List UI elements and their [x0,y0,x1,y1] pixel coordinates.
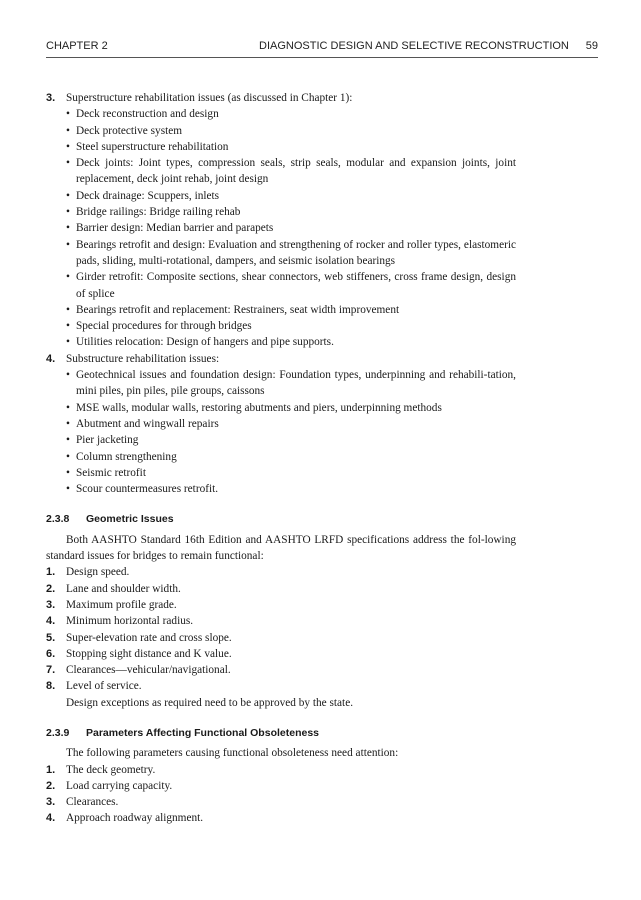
bullet-icon: • [66,140,70,153]
item-text: The deck geometry. [66,763,156,776]
body-content [46,90,516,827]
bullet-item [66,465,516,481]
item-text: Maximum profile grade. [66,598,177,611]
bullet-item [66,302,516,318]
bullet-text: MSE walls, modular walls, restoring abutments and piers, underpinning methods [76,401,442,414]
bullet-icon: • [66,434,70,447]
numbered-item [46,613,516,629]
bullet-icon: • [66,189,70,202]
numbered-item [46,662,516,678]
bullet-text: Steel superstructure rehabilitation [76,140,229,153]
bullet-text: Special procedures for through bridges [76,320,252,333]
bullet-item [66,188,516,204]
bullet-item [66,106,516,122]
item-text: Load carrying capacity. [66,779,173,792]
bullet-item [66,204,516,220]
bullet-icon: • [66,124,70,137]
numbered-item [46,581,516,597]
bullet-text: Deck reconstruction and design [76,108,219,121]
list-item-3 [46,90,516,106]
running-header [46,40,598,56]
bullet-text: Deck protective system [76,124,183,137]
bullet-text: Seismic retrofit [76,466,146,479]
bullet-text: Pier jacketing [76,434,139,447]
bullet-icon: • [66,466,70,479]
numbered-item [46,778,516,794]
item-number: 6. [46,647,56,660]
bullet-item [66,155,516,188]
bullet-item [66,400,516,416]
bullet-item [66,269,516,302]
section-heading-2-3-8 [46,511,516,527]
item-number: 5. [46,631,56,644]
bullet-text: Deck joints: Joint types, compression seals, strip seals, modular and expansion joints, joint replacement, deck joint rehab, joint design [76,157,516,186]
item-number: 3. [46,796,56,809]
item-text: Design speed. [66,566,130,579]
item-number: 3. [46,598,56,611]
section-title: Parameters Affecting Functional Obsoleteness [86,726,320,739]
item-number: 3. [46,92,56,104]
numbered-item [46,564,516,580]
item-number: 7. [46,664,56,677]
section-number: 2.3.9 [46,726,70,739]
section-intro: Both AASHTO Standard 16th Edition and AASHTO LRFD specifications address the fol-lowing standard issues for bridges to remain functional: [46,533,516,563]
bullet-item [66,367,516,400]
bullet-icon: • [66,238,70,251]
numbered-item [46,597,516,613]
item-text: Stopping sight distance and K value. [66,647,232,660]
geometric-issues-list [46,564,516,694]
numbered-item [46,810,516,826]
bullet-text: Scour countermeasures retrofit. [76,483,219,496]
bullet-item [66,318,516,334]
bullet-text: Girder retrofit: Composite sections, shear connectors, web stiffeners, cross frame design, design of splice [76,271,516,300]
section-number: 2.3.8 [46,513,70,526]
superstructure-bullets [46,106,516,350]
page-number: 59 [585,40,598,52]
bullet-item [66,334,516,350]
bullet-text: Bearings retrofit and replacement: Restrainers, seat width improvement [76,303,400,316]
numbered-item [46,794,516,810]
chapter-title: DIAGNOSTIC DESIGN AND SELECTIVE RECONSTRUCTION [259,40,569,52]
bullet-icon: • [66,108,70,121]
bullet-item [66,432,516,448]
bullet-text: Bearings retrofit and design: Evaluation and strengthening of rocker and roller types, elastomeric pads, sliding, multi-rotational, dampers, and seismic isolation bearings [76,238,516,267]
bullet-icon: • [66,206,70,219]
bullet-item [66,481,516,497]
bullet-icon: • [66,483,70,496]
bullet-item [66,237,516,270]
item-number: 4. [46,615,56,628]
obsoleteness-list [46,762,516,827]
item-number: 1. [46,763,56,776]
bullet-icon: • [66,157,70,170]
item-text: Clearances—vehicular/navigational. [66,664,231,677]
bullet-item [66,449,516,465]
bullet-text: Bridge railings: Bridge railing rehab [76,206,241,219]
bullet-icon: • [66,271,70,284]
section-intro: The following parameters causing functional obsoleteness need attention: [66,747,399,760]
bullet-text: Geotechnical issues and foundation design: Foundation types, underpinning and rehabili-tation, mini piles, pin piles, pile groups, caissons [76,369,516,398]
bullet-icon: • [66,417,70,430]
substructure-bullets [46,367,516,497]
item-number: 4. [46,812,56,825]
chapter-label: CHAPTER 2 [46,40,108,52]
item-number: 2. [46,779,56,792]
bullet-item [66,220,516,236]
item-text: Super-elevation rate and cross slope. [66,631,232,644]
bullet-text: Deck drainage: Scuppers, inlets [76,189,220,202]
item-text: Level of service. [66,680,142,693]
item-text: Lane and shoulder width. [66,582,181,595]
numbered-item [46,646,516,662]
header-rule [46,57,598,58]
section-heading-2-3-9 [46,725,516,741]
numbered-item [46,678,516,694]
bullet-icon: • [66,336,70,349]
bullet-item [66,416,516,432]
design-exceptions-note: Design exceptions as required need to be approved by the state. [66,696,354,709]
item-number: 1. [46,566,56,579]
bullet-icon: • [66,450,70,463]
bullet-icon: • [66,303,70,316]
bullet-icon: • [66,222,70,235]
item-number: 8. [46,680,56,693]
list-item-4 [46,351,516,367]
bullet-text: Utilities relocation: Design of hangers and pipe supports. [76,336,334,349]
bullet-text: Abutment and wingwall repairs [76,417,219,430]
item-text: Superstructure rehabilitation issues (as discussed in Chapter 1): [66,92,353,104]
bullet-icon: • [66,320,70,333]
item-number: 2. [46,582,56,595]
bullet-text: Barrier design: Median barrier and parapets [76,222,274,235]
item-text: Minimum horizontal radius. [66,615,194,628]
item-number: 4. [46,352,56,365]
bullet-icon: • [66,401,70,414]
bullet-icon: • [66,369,70,382]
bullet-item [66,123,516,139]
item-text: Clearances. [66,796,119,809]
numbered-item [46,762,516,778]
bullet-item [66,139,516,155]
numbered-item [46,630,516,646]
item-text: Approach roadway alignment. [66,812,204,825]
item-text: Substructure rehabilitation issues: [66,352,220,365]
section-title: Geometric Issues [86,513,174,526]
bullet-text: Column strengthening [76,450,177,463]
